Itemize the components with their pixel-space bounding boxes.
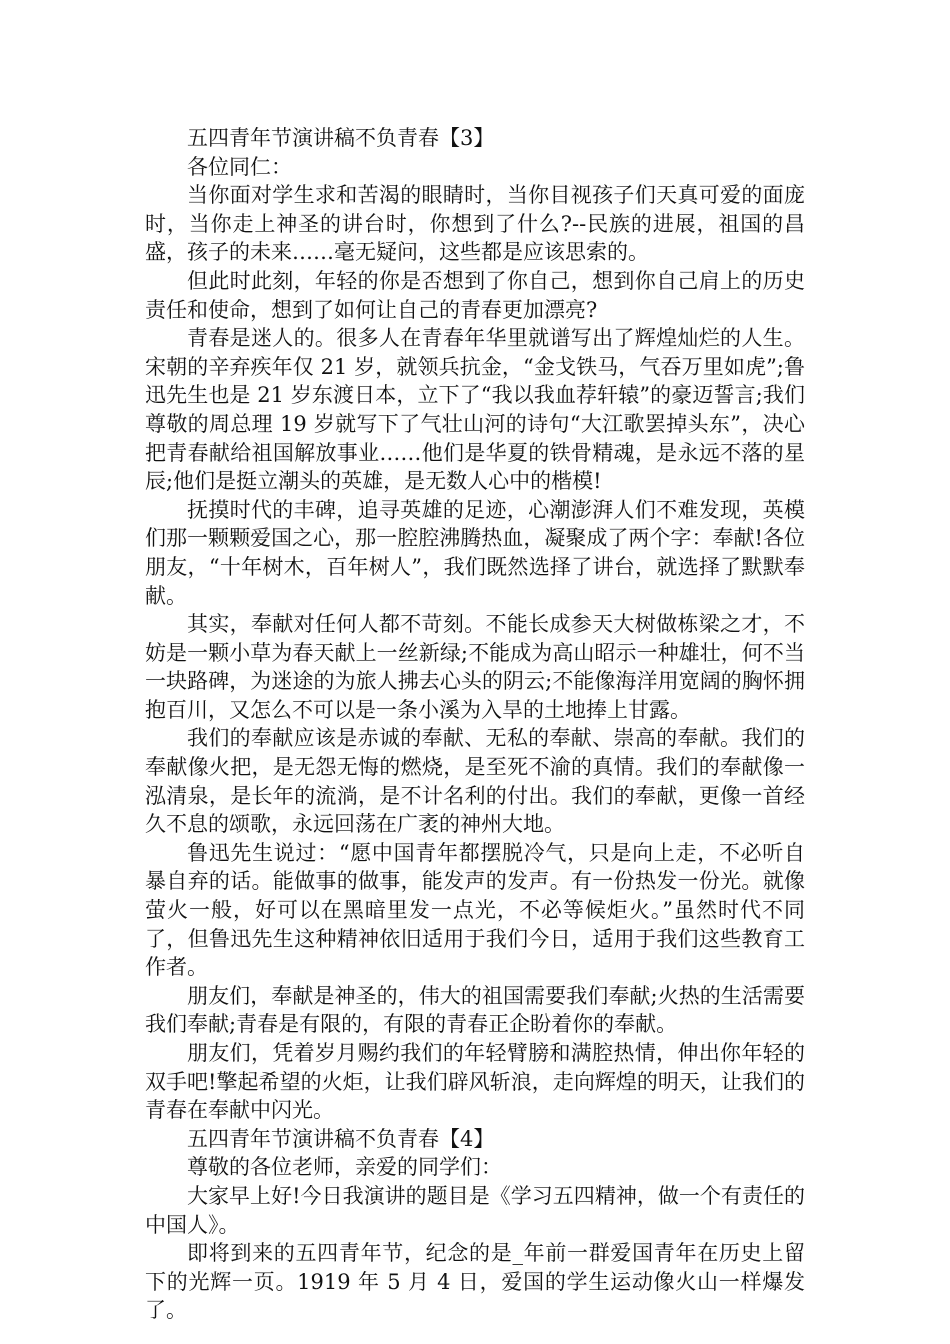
paragraph: 但此时此刻，年轻的你是否想到了你自己，想到你自己肩上的历史责任和使命，想到了如何让自己的青春更加漂亮? bbox=[145, 268, 805, 322]
paragraph: 鲁迅先生说过：“愿中国青年都摆脱冷气，只是向上走，不必听自暴自弃的话。能做事的做事，能发声的发声。有一份热发一份光。就像萤火一般，好可以在黑暗里发一点光，不必等候炬火。”虽然时代不同了，但鲁迅先生这种精神依旧适用于我们今日，适用于我们这些教育工作者。 bbox=[145, 840, 805, 980]
document-page bbox=[145, 124, 805, 1325]
paragraph: 朋友们，凭着岁月赐约我们的年轻臂膀和满腔热情，伸出你年轻的双手吧!擎起希望的火炬，让我们辟风斩浪，走向辉煌的明天，让我们的青春在奉献中闪光。 bbox=[145, 1041, 805, 1123]
paragraph: 我们的奉献应该是赤诚的奉献、无私的奉献、崇高的奉献。我们的奉献像火把，是无怨无悔的燃烧，是至死不渝的真情。我们的奉献像一泓清泉，是长年的流淌，是不计名利的付出。我们的奉献，更像一首经久不息的颂歌，永远回荡在广袤的神州大地。 bbox=[145, 726, 805, 837]
paragraph: 朋友们，奉献是神圣的，伟大的祖国需要我们奉献;火热的生活需要我们奉献;青春是有限的，有限的青春正企盼着你的奉献。 bbox=[145, 983, 805, 1037]
salutation: 尊敬的各位老师，亲爱的同学们： bbox=[187, 1155, 502, 1180]
paragraph: 抚摸时代的丰碑，追寻英雄的足迹，心潮澎湃人们不难发现，英模们那一颗颗爱国之心，那一腔腔沸腾热血，凝聚成了两个字：奉献!各位朋友，“十年树木，百年树人”，我们既然选择了讲台，就选择了默默奉献。 bbox=[145, 497, 805, 608]
paragraph: 当你面对学生求和苦渴的眼睛时，当你目视孩子们天真可爱的面庞时，当你走上神圣的讲台时，你想到了什么?--民族的进展，祖国的昌盛，孩子的未来……毫无疑问，这些都是应该思索的。 bbox=[145, 183, 805, 265]
section-heading-4: 五四青年节演讲稿不负青春【4】 bbox=[187, 1126, 495, 1151]
section-heading-3: 五四青年节演讲稿不负青春【3】 bbox=[187, 126, 495, 150]
paragraph: 青春是迷人的。很多人在青春年华里就谱写出了辉煌灿烂的人生。宋朝的辛弃疾年仅 21 岁，就领兵抗金，“金戈铁马，气吞万里如虎”;鲁迅先生也是 21 岁东渡日本，立下了“我以我血荐轩辕”的豪迈誓言;我们尊敬的周总理 19 岁就写下了气壮山河的诗句“大江歌罢掉头东”，决心把青春献给祖国解放事业……他们是华夏的铁骨精魂，是永远不落的星辰;他们是挺立潮头的英雄，是无数人心中的楷模! bbox=[145, 326, 805, 494]
paragraph: 即将到来的五四青年节，纪念的是_年前一群爱国青年在历史上留下的光辉一页。1919 年 5 月 4 日，爱国的学生运动像火山一样爆发了。 bbox=[145, 1241, 805, 1323]
paragraph: 其实，奉献对任何人都不苛刻。不能长成参天大树做栋梁之才，不妨是一颗小草为春天献上一丝新绿;不能成为高山昭示一种雄壮，何不当一块路碑，为迷途的为旅人拂去心头的阴云;不能像海洋用宽阔的胸怀拥抱百川，又怎么不可以是一条小溪为入旱的土地捧上甘露。 bbox=[145, 612, 805, 722]
paragraph: 大家早上好!今日我演讲的题目是《学习五四精神，做一个有责任的中国人》。 bbox=[145, 1183, 805, 1237]
salutation: 各位同仁： bbox=[187, 154, 292, 179]
